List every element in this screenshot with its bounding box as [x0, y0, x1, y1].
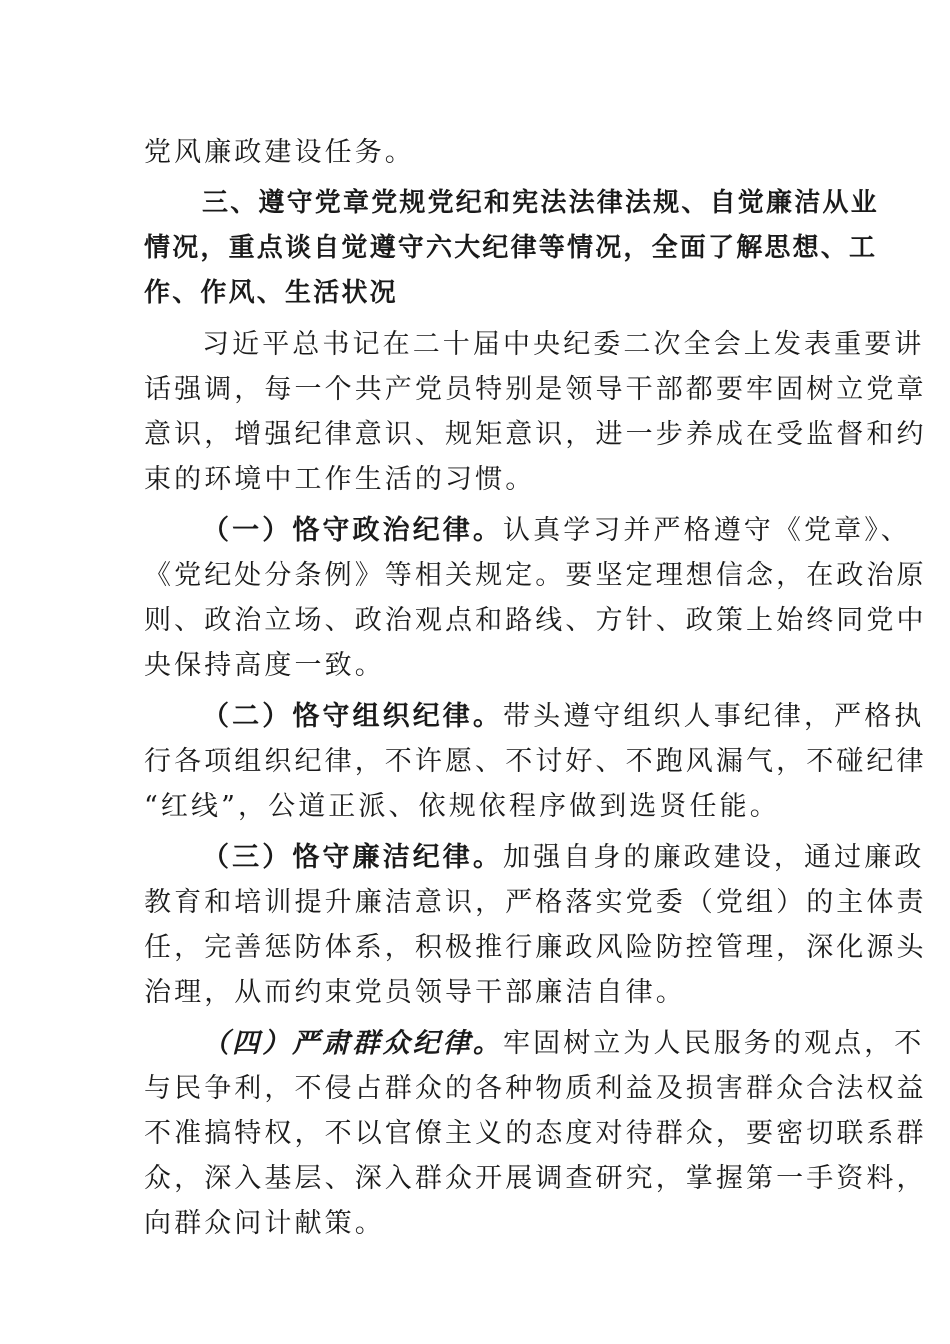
section-heading-line: 三、遵守党章党规党纪和宪法法律法规、自觉廉洁从业: [202, 188, 879, 218]
paragraph-line: 不准搞特权，不以官僚主义的态度对待群众，要密切联系群: [144, 1118, 927, 1149]
section-heading-line: 情况，重点谈自觉遵守六大纪律等情况，全面了解思想、工: [144, 233, 878, 263]
paragraph-line: 治理，从而约束党员领导干部廉洁自律。: [144, 977, 686, 1008]
paragraph-line: 则、政治立场、政治观点和路线、方针、政策上始终同党中: [144, 605, 927, 636]
document-page: [144, 130, 927, 1246]
item-organization-discipline: [144, 694, 927, 829]
paragraph-line: 《党纪处分条例》等相关规定。要坚定理想信念，在政治原: [144, 560, 927, 591]
paragraph-line: 束的环境中工作生活的习惯。: [144, 464, 536, 495]
item-text: 带头遵守组织人事纪律，严格执: [503, 701, 925, 732]
intro-line: 党风廉政建设任务。: [144, 137, 415, 168]
paragraph-line: [144, 1021, 925, 1066]
item-text: 牢固树立为人民服务的观点，不: [503, 1028, 925, 1059]
item-text: 加强自身的廉政建设，通过廉政: [503, 842, 925, 873]
paragraph-line: 话强调，每一个共产党员特别是领导干部都要牢固树立党章: [144, 374, 927, 405]
item-lead: （四）严肃群众纪律。: [202, 1028, 503, 1059]
item-integrity-discipline: [144, 835, 927, 1015]
paragraph-line: 众，深入基层、深入群众开展调查研究，掌握第一手资料，: [144, 1163, 927, 1194]
item-lead: （三）恪守廉洁纪律。: [202, 842, 503, 873]
item-political-discipline: [144, 508, 927, 688]
item-lead: （二）恪守组织纪律。: [202, 701, 503, 732]
section-heading: [144, 181, 879, 316]
paragraph-line: [144, 694, 925, 739]
paragraph-line: 行各项组织纪律，不许愿、不讨好、不跑风漏气，不碰纪律: [144, 746, 927, 777]
paragraph-line: 与民争利，不侵占群众的各种物质利益及损害群众合法权益: [144, 1073, 927, 1104]
item-lead: （一）恪守政治纪律。: [202, 515, 503, 546]
paragraph-line: 教育和培训提升廉洁意识，严格落实党委（党组）的主体责: [144, 887, 927, 918]
paragraph-line: [144, 835, 925, 880]
paragraph-line: “红线”，公道正派、依规依程序做到选贤任能。: [144, 791, 780, 822]
paragraph-line: 任，完善惩防体系，积极推行廉政风险防控管理，深化源头: [144, 932, 927, 963]
item-mass-discipline: [144, 1021, 927, 1246]
paragraph-intro: [144, 322, 927, 502]
item-text: 认真学习并严格遵守《党章》、: [503, 515, 911, 546]
paragraph-line: 向群众问计献策。: [144, 1208, 385, 1239]
paragraph-line: 央保持高度一致。: [144, 650, 385, 681]
section-heading-line: 作、作风、生活状况: [144, 278, 398, 308]
paragraph-line: 意识，增强纪律意识、规矩意识，进一步养成在受监督和约: [144, 419, 927, 450]
paragraph-line: 习近平总书记在二十届中央纪委二次全会上发表重要讲: [202, 329, 925, 360]
paragraph-line: [144, 508, 911, 553]
